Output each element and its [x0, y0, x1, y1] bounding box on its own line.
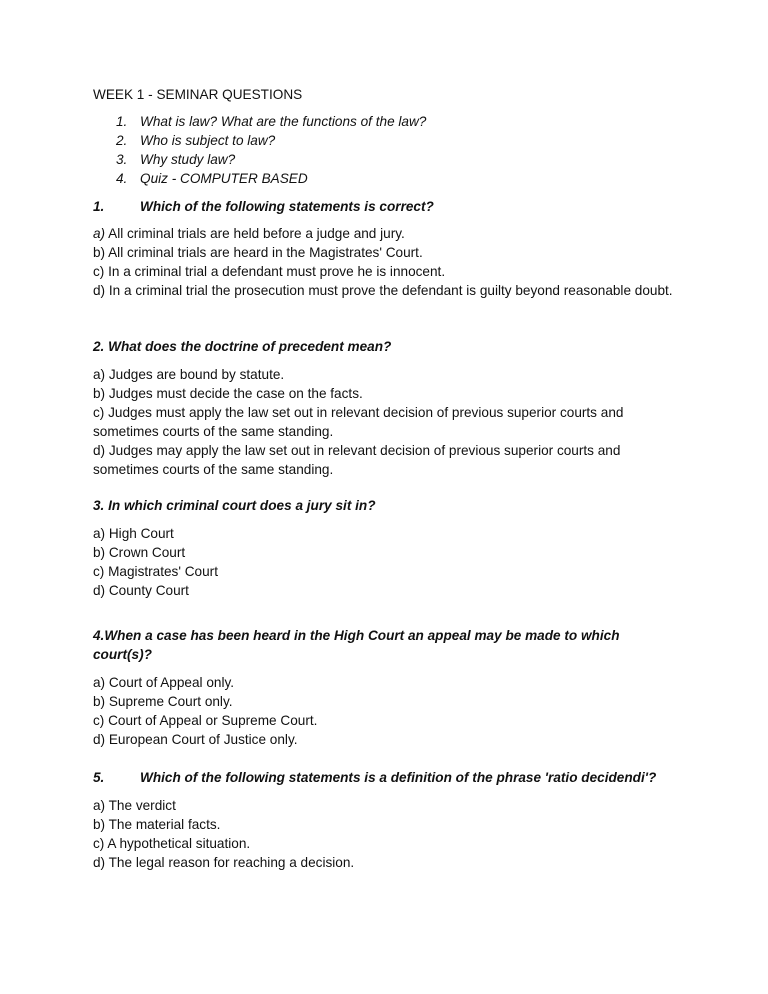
item-number: 4.	[116, 171, 128, 186]
item-text: Quiz - COMPUTER BASED	[140, 171, 308, 186]
option: b) The material facts.	[93, 817, 221, 832]
question-heading: 4.When a case has been heard in the High Court an appeal may be made to which court(s)?	[93, 628, 620, 662]
question-5	[93, 768, 713, 872]
question-number: 5.	[93, 770, 105, 785]
agenda-item	[93, 112, 683, 131]
option: c) A hypothetical situation.	[93, 836, 251, 851]
item-text: Why study law?	[140, 152, 236, 167]
item-number: 2.	[116, 133, 128, 148]
question-text: Which of the following statements is correct?	[140, 199, 434, 214]
option: c) Judges must apply the law set out in relevant decision of previous superior courts and sometimes courts of the same standing.	[93, 405, 624, 439]
option: a) Judges are bound by statute.	[93, 367, 285, 382]
question-4	[93, 626, 633, 749]
option: c) Court of Appeal or Supreme Court.	[93, 713, 318, 728]
option: d) The legal reason for reaching a decision.	[93, 855, 355, 870]
question-2	[93, 337, 683, 479]
agenda-item	[93, 169, 683, 188]
option	[93, 224, 683, 243]
option: d) Judges may apply the law set out in relevant decision of previous superior courts and sometimes courts of the same standing.	[93, 443, 621, 477]
option-prefix: a)	[93, 226, 106, 241]
question-heading	[93, 197, 683, 216]
title-text: WEEK 1 - SEMINAR QUESTIONS	[93, 87, 303, 102]
item-text: Who is subject to law?	[140, 133, 276, 148]
question-heading: 3. In which criminal court does a jury sit in?	[93, 498, 376, 513]
agenda-item	[93, 131, 683, 150]
question-heading	[93, 768, 713, 787]
item-number: 1.	[116, 114, 128, 129]
document-title	[93, 85, 683, 104]
option: b) Supreme Court only.	[93, 694, 233, 709]
option-text: All criminal trials are held before a judge and jury.	[108, 226, 405, 241]
option: b) All criminal trials are heard in the Magistrates' Court.	[93, 245, 423, 260]
option: b) Crown Court	[93, 545, 186, 560]
agenda-list	[93, 112, 683, 188]
option: a) High Court	[93, 526, 174, 541]
question-number: 1.	[93, 199, 105, 214]
option: b) Judges must decide the case on the facts.	[93, 386, 363, 401]
question-text: Which of the following statements is a definition of the phrase 'ratio decidendi'?	[140, 770, 657, 785]
agenda-item	[93, 150, 683, 169]
option: d) European Court of Justice only.	[93, 732, 298, 747]
option: a) Court of Appeal only.	[93, 675, 235, 690]
item-text: What is law? What are the functions of the law?	[140, 114, 427, 129]
option: c) In a criminal trial a defendant must prove he is innocent.	[93, 264, 446, 279]
item-number: 3.	[116, 152, 128, 167]
question-heading: 2. What does the doctrine of precedent mean?	[93, 339, 392, 354]
option: d) County Court	[93, 583, 189, 598]
option: d) In a criminal trial the prosecution must prove the defendant is guilty beyond reasonable doubt.	[93, 283, 673, 298]
question-3	[93, 496, 683, 600]
option: c) Magistrates' Court	[93, 564, 218, 579]
question-1	[93, 197, 683, 300]
option: a) The verdict	[93, 798, 176, 813]
